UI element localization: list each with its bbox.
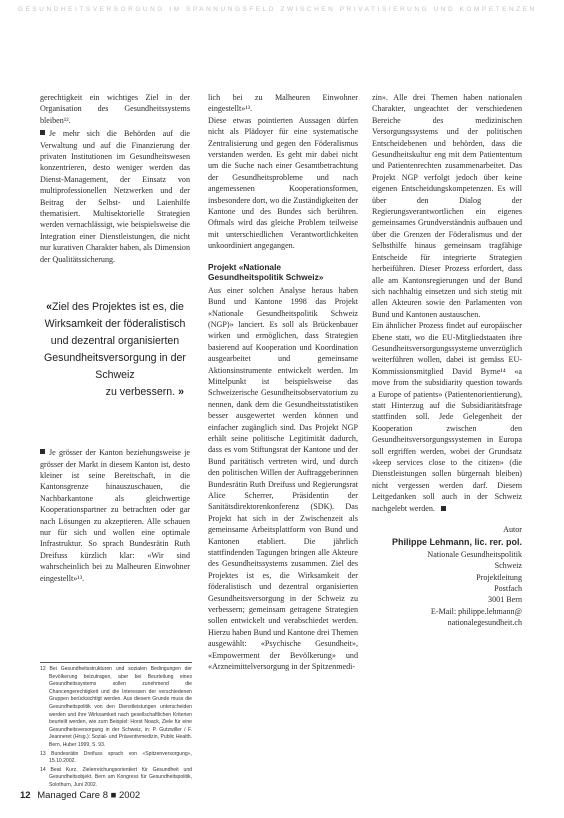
page-footer — [20, 790, 140, 801]
author-line: 3001 Bern — [488, 595, 522, 605]
author-line: Projektleitung — [476, 572, 522, 582]
author-label: Autor — [503, 525, 522, 535]
paragraph: Diese etwas pointierten Aussagen dürfen nicht als Plädoyer für eine systematische Zentralisierung und gegen den Föderalismus verstanden werden. Es geht mir dabei nicht um die Suche nach einer Gesamtbetrachtung der Gesundheitsprobleme und nach angemessenen Kooperationsformen, insbesondere dort, wo die Zuständigkeiten der Kantone und des Bundes sich berühren. Oftmals wird das gleiche Problem teilweise mit unterschiedlichen Verantwortlichkeiten unkoordiniert angegangen. — [208, 115, 358, 251]
paragraph: Aus einer solchen Analyse heraus haben Bund und Kantone 1998 das Projekt «Nationale Gesundheitspolitik Schweiz (NGP)» lanciert. Es soll als Brückenbauer wirken und ermöglichen, dass Strategien basierend auf Kooperation und Koordination ausgearbeitet und gemeinsame Aktionsinstrumente entwickelt werden. Im Mittelpunkt ist beispielsweise das Schweizerische Gesundheitsobservatorium zu nennen, dank dem die Gesundheitsstatistiken besser ausgewertet werden können und einfacher zugänglich sind. Das Projekt NGP erhält seine politische Legitimität dadurch, dass es vom Stiftungsrat der Kantone und der Bund paritätisch vertreten wird, und durch den politischen Willen der Auftraggeberinnen Bundesrätin Ruth Dreifuss und Regierungsrat Alice Scherrer, Präsidentin der Sanitätsdirektorenkonferenz (SDK). Das Projekt hat sich in der Zwischenzeit als gemeinsame Arbeitsplattform von Bund und Kantonen etabliert. Die jährlich stattfindenden Tagungen bringen alle Akteure des Gesundheitssystems zusammen. Ziel des Projektes ist es, die Wirksamkeit der föderalistisch und dezentral organisierten Gesundheitsversorgung in der Schweiz zu verbessern; gemeinsam getragene Strategien sollen entwickelt und verabschiedet werden. Hierzu haben Bund und Kantone drei Themen ausgewählt: «Psychische Gesundheit», «Empowerment der Bevölkerung» und «Arzneimittelversorgung in der Spitzenmedi- — [208, 285, 358, 672]
author-block — [372, 524, 522, 629]
column-middle — [208, 92, 358, 673]
column-left — [40, 92, 190, 584]
quote-close-mark: » — [178, 386, 184, 399]
pull-quote-text: Ziel des Projektes ist es, die Wirksamkeit der föderalistisch und dezentral organisierten Gesundheitsversorgung in der Schweiz — [44, 301, 186, 382]
pull-quote — [36, 299, 194, 401]
bullet-paragraph — [40, 447, 190, 584]
author-line: Schweiz — [494, 561, 522, 571]
running-head: GESUNDHEITSVERSORGUNG IM SPANNUNGSFELD ZWISCHEN PRIVATISIERUNG UND KOMPETENZEN — [18, 6, 537, 13]
footnotes — [40, 662, 192, 791]
paragraph: lich bei zu Malheuren Einwohner eingestellt»¹³. — [208, 93, 358, 114]
footnote: 14 Beat Kurz, Zielerreichungsorientiert für Gesundheit und Gesundheitsobjekt, Bern am Kongress für Gesundheitspolitik, Solothurn, Juni 2002. — [40, 766, 192, 788]
author-line: Postfach — [494, 584, 522, 594]
bullet-square-icon — [40, 449, 45, 454]
paragraph-text: Ein ähnlicher Prozess findet auf europäischer Ebene statt, wo die EU-Mitgliedstaaten ihre Gesundheitsversorgungssysteme unverzüglich weiterführen wollen, dabei ist gemäss EU-Kommissionsmitglied David Byrne¹⁴ «a move from the subsidiarity question towards a Europe of patients» (Patientenorientierung), statt Hinterzug auf die Subsidiaritätsfrage stattfinden soll. Jede Gelegenheit der Kooperation zwischen den Gesundheitsversorgungssystemen in Europa soll ergriffen werden, wobei der Grundsatz «keep services close to the citizen» (die Dienstleistungen sollen bürgernah bleiben) nicht vergessen werden darf. Diesem Leitgedanken soll auch in der Schweiz nachgelebt werden. — [372, 321, 522, 513]
author-email[interactable]: nationalegesundheit.ch — [447, 618, 522, 628]
footnote: 12 Bei Gesundheitsstrukturen und sozialen Bedingungen der Bevölkerung beizutragen, aber bei Beurteilung eines Gesundheitssystems sollen zunehmend die Chancengerechtigkeit und die Interessen der verschiedenen Gruppen berücksichtigt werden. Aus diesem Grunde muss die Gesundheitspolitik von den Dienstleistungen unterscheiden werden und ihre Wirksamkeit nach gesellschaftlichen Kriterien beurteilt werden, wie zum Beispiel: Horst Noack, Ziele für eine Gesundheitsversorgung in der Schweiz, in: P. Gutzwiller / F. Jeanneret (Hrsg.): Sozial- und Präventivmedizin, Public Health. Bern, Huber 1999, S. 93. — [40, 666, 192, 748]
paragraph: zin». Alle drei Themen haben nationalen Charakter, ungeachtet der verschiedenen Bereiche des medizinischen Versorgungssystems und der politischen Entscheidebenen und behörden, dass die Gesundheitskultur eng mit dem Patiententum und Patientenrechten zusammenarbeitet. Das Projekt NGP verfolgt jedoch über keine eigenen Entscheidungskompetenzen. Es will über den Dialog der Regierungsverantwortlichen ein eigenes gemeinsames Grundverständnis aufbauen und über die Grenzen der Föderalismus und der Selbsthilfe hinaus gemeinsam tragfähige Entscheide für integrierte Strategien herbeiführen. Dieser Prozess erfordert, dass alle am Kantonsregierungen und der Bund sich nachhaltig einsetzen und sich stetig mit allen Akteuren sowie den Parlamenten von Bund und Kantonen austauschen. — [372, 93, 522, 319]
bullet-text: Je grösser der Kanton beziehungsweise je grösser der Markt in diesem Kanton ist, desto kleiner ist seine Bereitschaft, in die Kantonsgrenze hinauszuschauen, die Nachbarkantone als gleichwertige Kooperationspartner zu betrachten oder gar nach Lösungen zu akzeptieren. Alle schauen nur für sich und wollen eine optimale Infrastruktur. So sprach Bundesrätin Ruth Dreifuss kürzlich klar: «Wir sind wahrscheinlich bei zu Malheuren Einwohner eingestellt»¹³. — [40, 448, 190, 583]
bullet-square-icon — [40, 130, 45, 135]
column-right — [372, 92, 522, 629]
bullet-paragraph — [40, 128, 190, 265]
pull-quote-tail-text: zu verbessern. — [105, 386, 176, 399]
author-name: Philippe Lehmann, lic. rer. pol. — [391, 537, 522, 548]
author-email[interactable]: E-Mail: philippe.lehmann@ — [430, 606, 522, 616]
footnote: 13 Bundesrätin Dreifuss sprach von «Spitzenversorgung», 15.10.2002. — [40, 750, 192, 765]
paragraph — [372, 320, 522, 514]
magazine-name: Managed Care 8 ■ 2002 — [37, 790, 141, 801]
bullet-text: Je mehr sich die Behörden auf die Verwaltung und auf die Finanzierung der privaten Institutionen im Gesundheitswesen konzentrieren, desto weniger werden das Dienst-Management, der Einsatz von multiprofessionellen Netzwerken und der Beitrag der Selbst- und Laienhilfe thematisiert. Multisektorielle Strategien werden vernachlässigt, wie beispielsweise die Integration einer Dienstleistungen, die nicht nur kurativen Charakter haben, als Dimension der Qualitätssicherung. — [40, 129, 190, 264]
end-mark-icon — [441, 506, 446, 511]
quote-open-mark: « — [46, 301, 52, 314]
pull-quote-tail — [36, 384, 194, 401]
page-number: 12 — [20, 790, 31, 801]
author-line: Nationale Gesundheitspolitik — [427, 549, 522, 559]
section-heading: Projekt «Nationale Gesundheitspolitik Schweiz» — [208, 261, 324, 283]
paragraph: gerechtigkeit ein wichtiges Ziel in der Organisation des Gesundheitssystems bleiben¹². — [40, 93, 190, 125]
